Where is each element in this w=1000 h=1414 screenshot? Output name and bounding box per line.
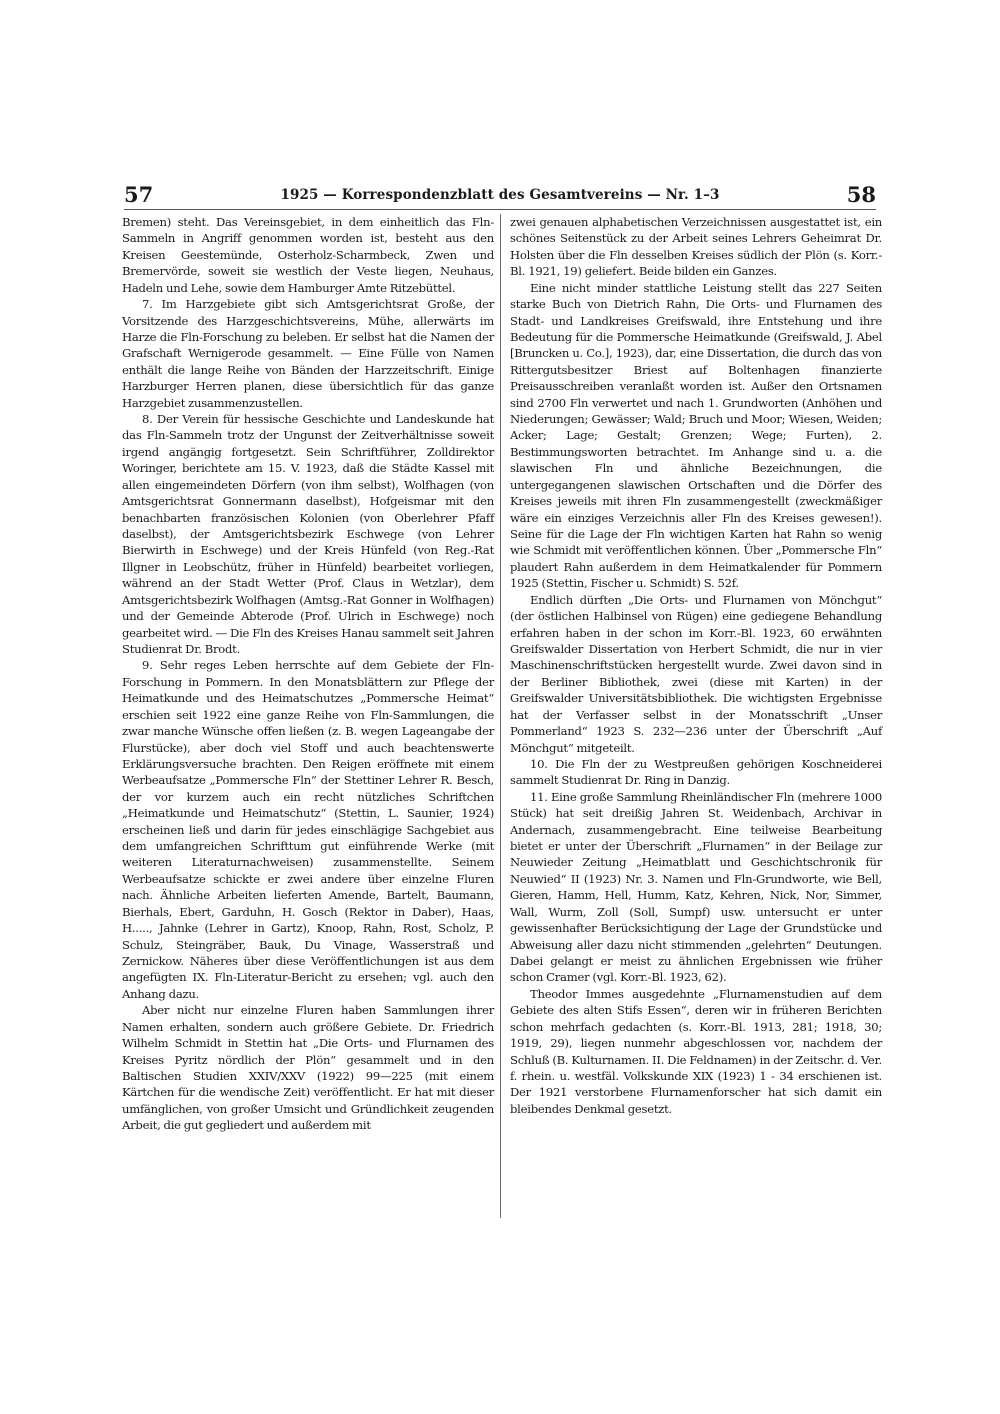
paragraph: zwei genauen alphabetischen Verzeichnissen ausgestattet ist, ein schönes Seitenstück zu der Arbeit seines Lehrers Geheimrat Dr. Holsten über die Fln desselben Kreises südlich der Plön (s. Korr.-Bl. 1921, 19) geliefert. Beide bilden ein Ganzes.: [510, 215, 882, 279]
paragraph: 9. Sehr reges Leben herrschte auf dem Gebiete der Fln-Forschung in Pommern. In den Monatsblättern zur Pflege der Heimatkunde und des Heimatschutzes „Pommersche Heimat“ erschien seit 1922 eine ganze Reihe von Fln-Sammlungen, die zwar manche Wünsche offen ließen (z. B. wegen Lageangabe der Flurstücke), aber doch viel Stoff und auch beachtenswerte Erklärungsversuche brachten. Den Reigen eröffnete mit einem Werbeaufsatze „Pommersche Fln“ der Stettiner Lehrer R. Besch, der vor kurzem auch ein recht nützliches Schriftchen „Heimatkunde und Heimatschutz“ (Stettin, L. Saunier, 1924) erscheinen ließ und darin für jedes einschlägige Sachgebiet aus dem umfangreichen Schrifttum gut einführende Werke (mit weiteren Literaturnachweisen) zusammenstellte. Seinem Werbeaufsatze schickte er zwei andere über einzelne Fluren nach. Ähnliche Arbeiten lieferten Amende, Bartelt, Baumann, Bierhals, Ebert, Garduhn, H. Gosch (Rektor in Daber), Haas, H....., Jahnke (Lehrer in Gartz), Knoop, Rahn, Rost, Scholz, P. Schulz, Steingräber, Bauk, Du Vinage, Wasserstraß und Zernickow. Näheres über diese Veröffentlichungen ist aus dem angefügten IX. Fln-Literatur-Bericht zu ersehen; vgl. auch den Anhang dazu.: [122, 658, 494, 1001]
left-column: [122, 214, 494, 1134]
page-number-right: 58: [846, 182, 876, 207]
paragraph: Endlich dürften „Die Orts- und Flurnamen von Mönchgut“ (der östlichen Halbinsel von Rügen) eine gediegene Behandlung erfahren haben in der schon im Korr.-Bl. 1923, 60 erwähnten Greifswalder Dissertation von Herbert Schmidt, die nur in vier Maschinenschriftstücken hergestellt wurde. Zwei davon sind in der Berliner Bibliothek, zwei (diese mit Karten) in der Greifswalder Universitätsbibliothek. Die wichtigsten Ergebnisse hat der Verfasser selbst in der Monatsschrift „Unser Pommerland“ 1923 S. 232—236 unter der Überschrift „Auf Mönchgut“ mitgeteilt.: [510, 592, 882, 755]
paragraph: 8. Der Verein für hessische Geschichte und Landeskunde hat das Fln-Sammeln trotz der Ungunst der Zeitverhältnisse soweit irgend angängig fortgesetzt. Sein Schriftführer, Zolldirektor Woringer, berichtete am 15. V. 1923, daß die Städte Kassel mit allen eingemeindeten Dörfern (von ihm selbst), Wolfhagen (von Amtsgerichtsrat Gonnermann daselbst), Hofgeismar mit den benachbarten französischen Kolonien (von Oberlehrer Pfaff daselbst), der Amtsgerichtsbezirk Eschwege (von Lehrer Bierwirth in Eschwege) und der Kreis Hünfeld (von Reg.-Rat Illgner in Leobschütz, früher in Hünfeld) bearbeitet vorliegen, während an der Stadt Wetter (Prof. Claus in Wetzlar), dem Amtsgerichtsbezirk Wolfhagen (Amtsg.-Rat Gonner in Wolfhagen) und der Gemeinde Abterode (Prof. Ulrich in Eschwege) noch gearbeitet wird. — Die Fln des Kreises Hanau sammelt seit Jahren Studienrat Dr. Brodt.: [122, 412, 494, 656]
paragraph: Bremen) steht. Das Vereinsgebiet, in dem einheitlich das Fln-Sammeln in Angriff genommen worden ist, besteht aus den Kreisen Geestemünde, Osterholz-Scharmbeck, Zwen und Bremervörde, soweit sie westlich der Veste liegen, Neuhaus, Hadeln und Lehe, sowie dem Hamburger Amte Ritzebüttel.: [122, 215, 494, 295]
column-divider: [500, 214, 501, 1218]
paragraph: 10. Die Fln der zu Westpreußen gehörigen Koschneiderei sammelt Studienrat Dr. Ring in Danzig.: [510, 756, 882, 788]
paragraph: 11. Eine große Sammlung Rheinländischer Fln (mehrere 1000 Stück) hat seit dreißig Jahren St. Weidenbach, Archivar in Andernach, zusammengebracht. Eine teilweise Bearbeitung bietet er unter der Überschrift „Flurnamen“ in der Beilage zur Neuwieder Zeitung „Heimatblatt und Geschichtschronik für Neuwied“ II (1923) Nr. 3. Namen und Fln-Grundworte, wie Bell, Gieren, Hamm, Hell, Humm, Katz, Kehren, Nick, Nor, Simmer, Wall, Wurm, Zoll (Soll, Sumpf) usw. untersucht er unter gewissenhafter Berücksichtigung der Lage der Grundstücke und Abweisung aller dazu nicht stimmenden „gelehrten“ Deutungen. Dabei gelangt er meist zu ähnlichen Ergebnissen wie früher schon Cramer (vgl. Korr.-Bl. 1923, 62).: [510, 789, 882, 985]
paragraph: Eine nicht minder stattliche Leistung stellt das 227 Seiten starke Buch von Dietrich Rahn, Die Orts- und Flurnamen des Stadt- und Landkreises Greifswald, ihre Entstehung und ihre Bedeutung für die Pommersche Heimatkunde (Greifswald, J. Abel [Bruncken u. Co.], 1923), dar, eine Dissertation, die durch das von Rittergutsbesitzer Briest auf Boltenhagen finanzierte Preisausschreiben veranlaßt worden ist. Außer den Ortsnamen sind 2700 Fln verwertet und nach 1. Grundworten (Anhöhen und Niederungen; Gewässer; Wald; Bruch und Moor; Wiesen, Weiden; Acker; Lage; Gestalt; Grenzen; Wege; Furten), 2. Bestimmungsworten betrachtet. Im Anhange sind u. a. die slawischen Fln und ähnliche Bezeichnungen, die untergegangenen slawischen Ortschaften und die Dörfer des Kreises jeweils mit ihren Fln zusammengestellt (zweckmäßiger wäre ein einziges Verzeichnis aller Fln des Kreises gewesen!). Seine für die Lage der Fln wichtigen Karten hat Rahn so wenig wie Schmidt mit veröffentlichen können. Über „Pommersche Fln“ plaudert Rahn außerdem in dem Heimatkalender für Pommern 1925 (Stettin, Fischer u. Schmidt) S. 52f.: [510, 280, 882, 591]
page-header: [124, 183, 876, 209]
paragraph: 7. Im Harzgebiete gibt sich Amtsgerichtsrat Große, der Vorsitzende des Harzgeschichtsvereins, Mühe, allerwärts im Harze die Fln-Forschung zu beleben. Er selbst hat die Namen der Grafschaft Wernigerode gesammelt. — Eine Fülle von Namen enthält die lange Reihe von Bänden der Harzzeitschrift. Einige Harzburger Herren planen, diese übersichtlich für das ganze Harzgebiet zusammenzustellen.: [122, 297, 494, 410]
paragraph: Aber nicht nur einzelne Fluren haben Sammlungen ihrer Namen erhalten, sondern auch größere Gebiete. Dr. Friedrich Wilhelm Schmidt in Stettin hat „Die Orts- und Flurnamen des Kreises Pyritz nördlich der Plön“ gesammelt und in den Baltischen Studien XXIV/XXV (1922) 99—225 (mit einem Kärtchen für die wendische Zeit) veröffentlicht. Er hat mit dieser umfänglichen, von großer Umsicht und Gründlichkeit zeugenden Arbeit, die gut gegliedert und außerdem mit: [122, 1003, 494, 1133]
running-title: 1925 — Korrespondenzblatt des Gesamtvereins — Nr. 1–3: [280, 187, 720, 203]
page-number-left: 57: [124, 182, 154, 207]
paragraph: Theodor Immes ausgedehnte „Flurnamenstudien auf dem Gebiete des alten Stifs Essen“, deren wir in früheren Berichten schon mehrfach gedachten (s. Korr.-Bl. 1913, 281; 1918, 30; 1919, 29), liegen nunmehr abgeschlossen vor, nachdem der Schluß (B. Kulturnamen. II. Die Feldnamen) in der Zeitschr. d. Ver. f. rhein. u. westfäl. Volkskunde XIX (1923) 1 - 34 erschienen ist. Der 1921 verstorbene Flurnamenforscher hat sich damit ein bleibendes Denkmal gesetzt.: [510, 986, 882, 1116]
right-column: [510, 214, 882, 1117]
header-rule: [124, 209, 876, 210]
